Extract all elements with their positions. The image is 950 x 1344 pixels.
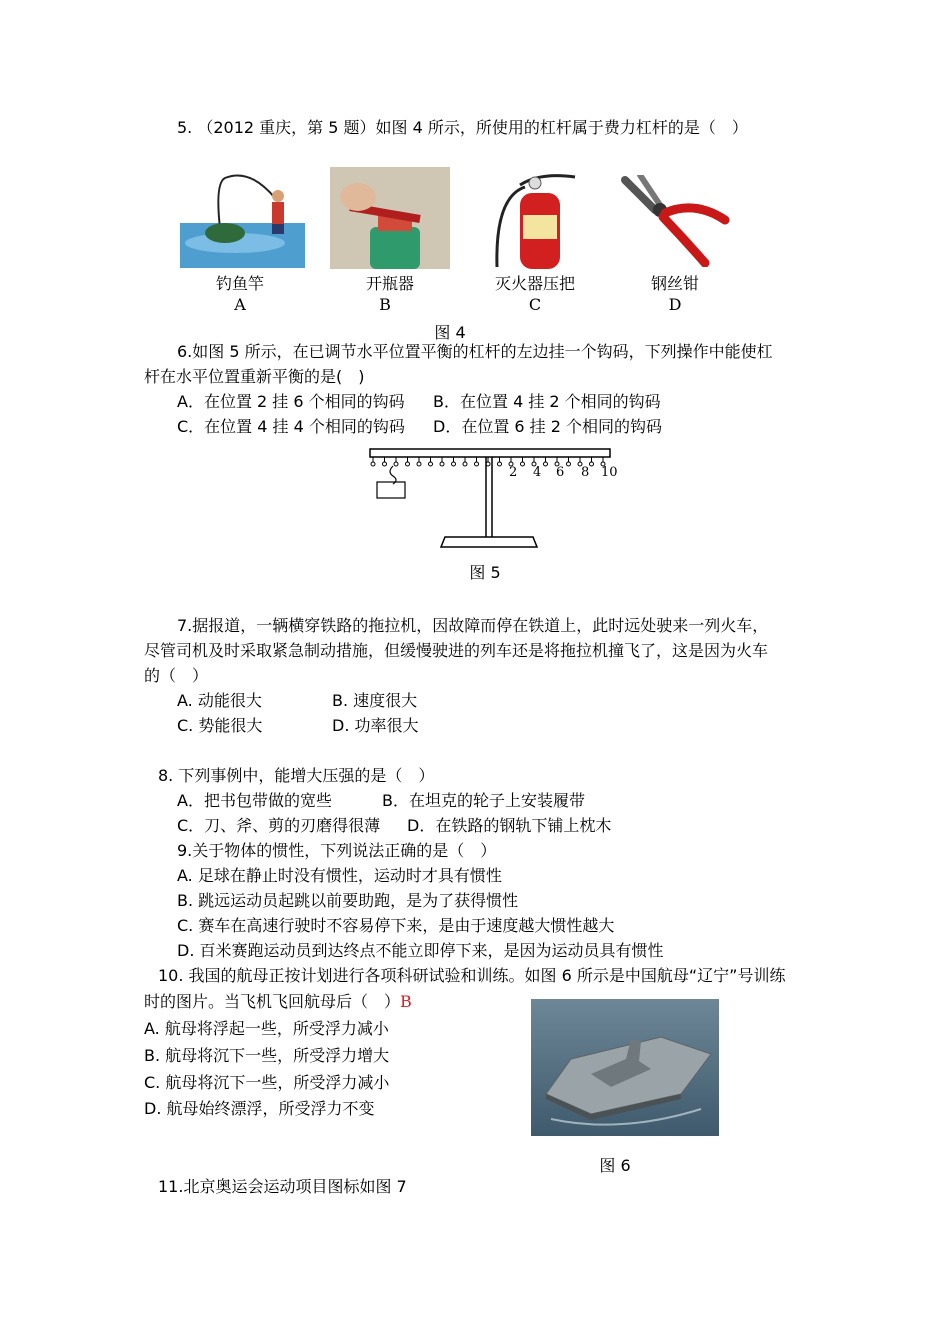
scale-label-10: 10 [601,465,618,480]
q9-option-d: D. 百米赛跑运动员到达终点不能立即停下来，是因为运动员具有惯性 [177,941,664,960]
lever-hook-ring [394,462,398,466]
q11-stem: 11.北京奥运会运动项目图标如图 7 [158,1177,407,1196]
q8-option-d: D．在铁路的钢轨下铺上枕木 [407,816,612,835]
lever-hook-ring [406,462,410,466]
bottle-opener-image [330,167,450,269]
q10-option-c: C. 航母将沉下一些，所受浮力减小 [144,1073,390,1092]
q10-stem-text: 时的图片。当飞机飞回航母后（ ） [144,992,401,1011]
q7-option-b: B. 速度很大 [332,691,418,710]
aircraft-carrier-image [531,999,719,1136]
lever-hook-ring [440,462,444,466]
q6-option-c: C．在位置 4 挂 4 个相同的钩码 [177,417,405,436]
q5-stem: 5. （2012 重庆，第 5 题）如图 4 所示，所使用的杠杆属于费力杠杆的是（ ） [177,118,748,137]
lever-hook-ring [429,462,433,466]
lever-hook-ring [463,462,467,466]
scale-label-4: 4 [533,465,542,480]
q9-option-c: C. 赛车在高速行驶时不容易停下来，是由于速度越大惯性越大 [177,916,615,935]
q7-option-d: D. 功率很大 [332,716,419,735]
fig4-letter-d: D [668,295,682,314]
figure-5-lever [365,444,625,554]
fire-extinguisher-image [485,167,585,269]
q7-stem-line3: 的（ ） [144,666,209,685]
q8-option-c: C．刀、斧、剪的刃磨得很薄 [177,816,381,835]
q7-option-c: C. 势能很大 [177,716,263,735]
q10-option-d: D. 航母始终漂浮，所受浮力不变 [144,1099,375,1118]
lever-hook-ring [590,462,594,466]
lever-hook-ring [544,462,548,466]
q8-option-b: B．在坦克的轮子上安装履带 [382,791,585,810]
fishing-rod-image [180,168,305,268]
fig4-label-d: 钢丝钳 [650,274,699,293]
q6-stem-line2: 杆在水平位置重新平衡的是( ) [144,367,365,386]
q10-option-a: A. 航母将浮起一些，所受浮力减小 [144,1019,389,1038]
scale-label-6: 6 [556,465,565,480]
q10-stem-line1: 10. 我国的航母正按计划进行各项科研试验和训练。如图 6 所示是中国航母“辽宁”号训练 [158,966,786,985]
q9-stem: 9.关于物体的惯性，下列说法正确的是（ ） [177,841,497,860]
scale-label-2: 2 [509,465,518,480]
fig4-letter-b: B [379,295,391,314]
q8-option-a: A．把书包带做的宽些 [177,791,332,810]
q6-option-d: D．在位置 6 挂 2 个相同的钩码 [433,417,663,436]
q7-stem-line2: 尽管司机及时采取紧急制动措施，但缓慢驶进的列车还是将拖拉机撞飞了，这是因为火车 [144,641,769,660]
fig6-caption: 图 6 [599,1156,631,1175]
fig4-letter-a: A [234,295,246,314]
q7-option-a: A. 动能很大 [177,691,262,710]
lever-hook-ring [521,462,525,466]
lever-hook-ring [371,462,375,466]
fig4-label-a: 钓鱼竿 [215,274,264,293]
q9-option-b: B. 跳远运动员起跳以前要助跑，是为了获得惯性 [177,891,519,910]
q6-option-b: B．在位置 4 挂 2 个相同的钩码 [433,392,661,411]
q7-stem-line1: 7.据报道，一辆横穿铁路的拖拉机，因故障而停在铁道上，此时远处驶来一列火车， [177,616,769,635]
lever-hook-ring [383,462,387,466]
lever-hook-ring [417,462,421,466]
q6-option-a: A．在位置 2 挂 6 个相同的钩码 [177,392,405,411]
lever-hook-ring [567,462,571,466]
scale-label-8: 8 [581,465,590,480]
q9-option-a: A. 足球在静止时没有惯性，运动时才具有惯性 [177,866,502,885]
lever-hook-ring [498,462,502,466]
fig4-caption: 图 4 [434,323,466,342]
fig4-letter-c: C [528,295,542,314]
fig4-label-b: 开瓶器 [365,274,414,293]
fig5-caption: 图 5 [469,563,501,582]
q10-option-b: B. 航母将沉下一些，所受浮力增大 [144,1046,390,1065]
fig4-label-c: 灭火器压把 [494,274,575,293]
q6-stem-line1: 6.如图 5 所示，在已调节水平位置平衡的杠杆的左边挂一个钩码，下列操作中能使杠 [177,342,773,361]
q8-stem: 8. 下列事例中，能增大压强的是（ ） [158,766,435,785]
q10-answer: B [400,992,412,1011]
figure-4 [175,165,735,315]
lever-hook-ring [452,462,456,466]
lever-hook-ring [475,462,479,466]
q10-stem-line2 [144,991,412,1013]
pliers-image [615,175,730,267]
